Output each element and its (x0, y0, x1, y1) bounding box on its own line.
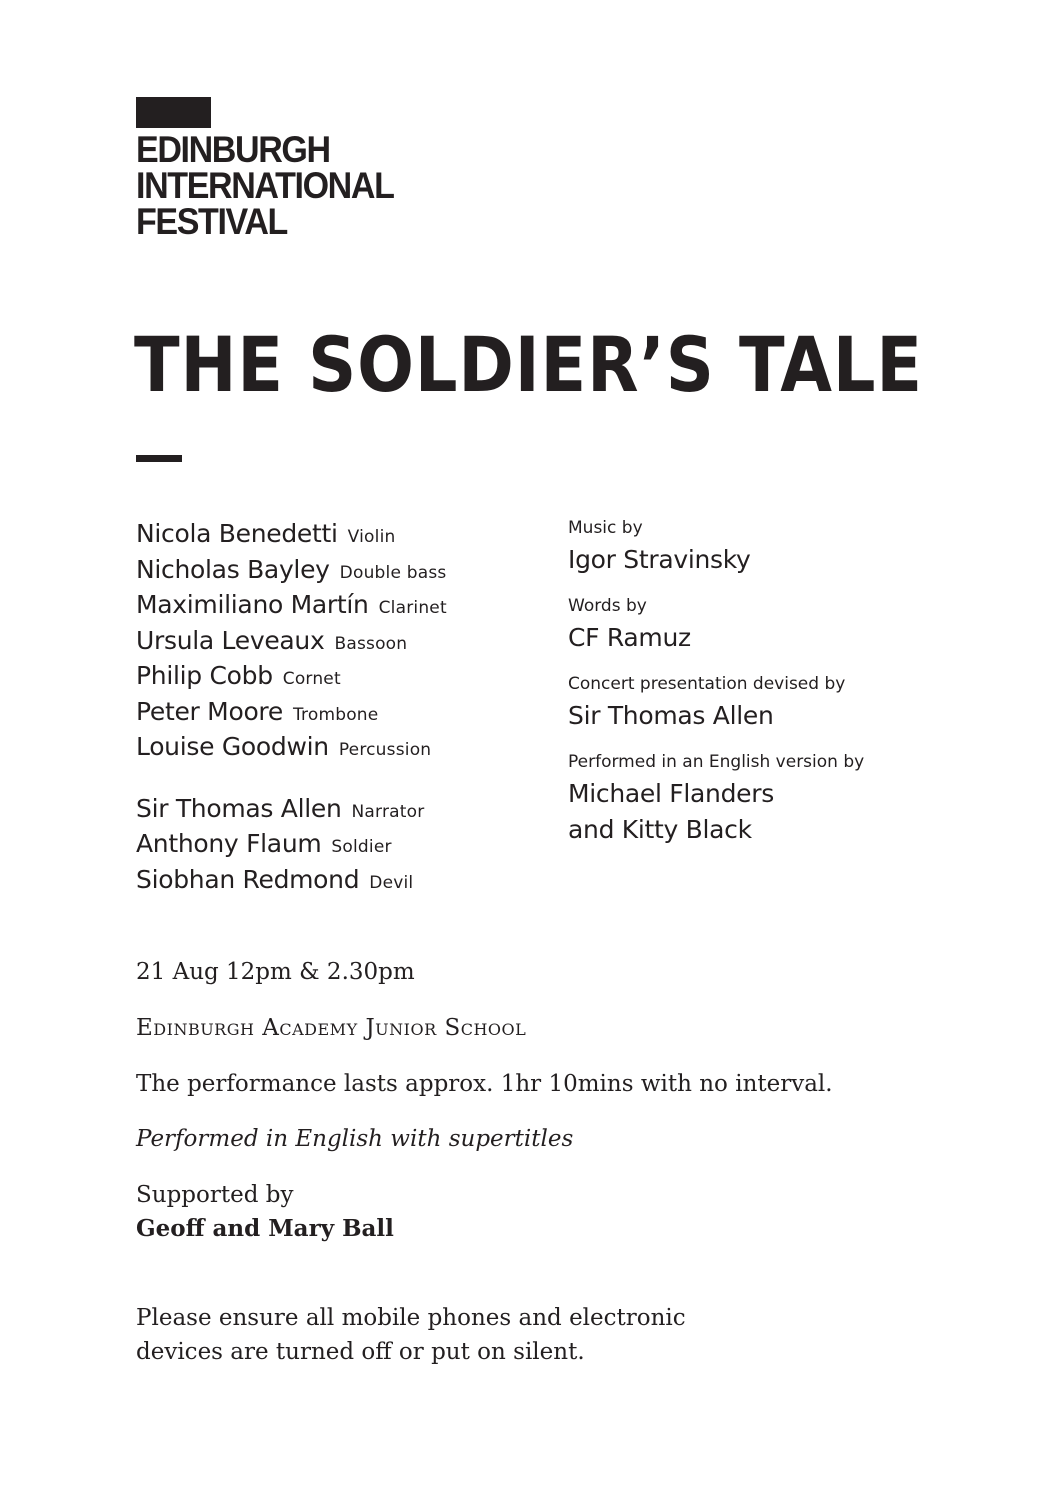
credit-label: Performed in an English version by (568, 752, 865, 772)
notice-line: devices are turned off or put on silent. (136, 1339, 585, 1365)
cast-row (136, 516, 546, 552)
supporter-name: Geoff and Mary Ball (136, 1215, 394, 1242)
credit-value: Michael Flanders (568, 779, 774, 808)
logo-line: FESTIVAL (136, 201, 287, 242)
cast-role: Cornet (282, 669, 341, 689)
credit-label: Music by (568, 518, 643, 538)
title-divider (136, 455, 182, 462)
credit-label: Words by (568, 596, 647, 616)
cast-row (136, 658, 546, 694)
cast-role: Trombone (292, 704, 379, 725)
credit-devised (568, 670, 1008, 734)
credits-list (568, 514, 1008, 862)
credit-value: CF Ramuz (568, 623, 691, 652)
cast-role: Double bass (339, 562, 447, 583)
festival-logo (136, 97, 416, 240)
logo-wordmark (136, 129, 394, 242)
venue: Edinburgh Academy Junior School (136, 1015, 527, 1041)
credit-english-version (568, 748, 1008, 848)
cast-role: Violin (347, 527, 396, 547)
notice-line: Please ensure all mobile phones and electronic (136, 1305, 686, 1331)
cast-row (136, 694, 546, 730)
cast-row (136, 552, 546, 588)
cast-name: Nicola Benedetti (136, 519, 338, 548)
cast-name: Siobhan Redmond (136, 864, 360, 894)
phone-notice (136, 1301, 756, 1369)
credit-music (568, 514, 1008, 578)
cast-role: Devil (369, 872, 414, 893)
cast-name: Anthony Flaum (136, 829, 322, 858)
cast-list (136, 516, 546, 897)
cast-name: Sir Thomas Allen (136, 793, 342, 823)
cast-name: Nicholas Bayley (136, 554, 330, 584)
credit-words (568, 592, 1008, 656)
actors-group (136, 791, 546, 898)
language-note: Performed in English with supertitles (136, 1126, 574, 1152)
cast-name: Louise Goodwin (136, 732, 329, 761)
cast-name: Philip Cobb (136, 661, 273, 690)
duration-note: The performance lasts approx. 1hr 10mins with no interval. (136, 1071, 833, 1097)
logo-line: INTERNATIONAL (136, 165, 394, 206)
supporter-block (136, 1178, 394, 1246)
cast-row (136, 623, 546, 659)
cast-role: Narrator (351, 801, 425, 822)
cast-row (136, 791, 546, 827)
supporter-label: Supported by (136, 1182, 294, 1208)
cast-name: Maximiliano Martín (136, 590, 369, 619)
cast-name: Ursula Leveaux (136, 625, 325, 655)
logo-line: EDINBURGH (136, 129, 330, 170)
credit-value: Sir Thomas Allen (568, 701, 774, 730)
cast-row (136, 729, 546, 765)
page-title: THE SOLDIER’S TALE (134, 320, 923, 409)
cast-role: Clarinet (378, 598, 447, 618)
cast-role: Soldier (331, 837, 392, 857)
cast-name: Peter Moore (136, 696, 283, 726)
credit-value: and Kitty Black (568, 815, 752, 844)
cast-row (136, 826, 546, 862)
cast-role: Percussion (338, 740, 432, 760)
credit-value: Igor Stravinsky (568, 545, 751, 574)
cast-row (136, 587, 546, 623)
performance-date: 21 Aug 12pm & 2.30pm (136, 959, 415, 985)
cast-role: Bassoon (334, 633, 408, 654)
cast-row (136, 862, 546, 898)
logo-bar (136, 97, 211, 128)
credit-label: Concert presentation devised by (568, 674, 846, 694)
musicians-group (136, 516, 546, 765)
